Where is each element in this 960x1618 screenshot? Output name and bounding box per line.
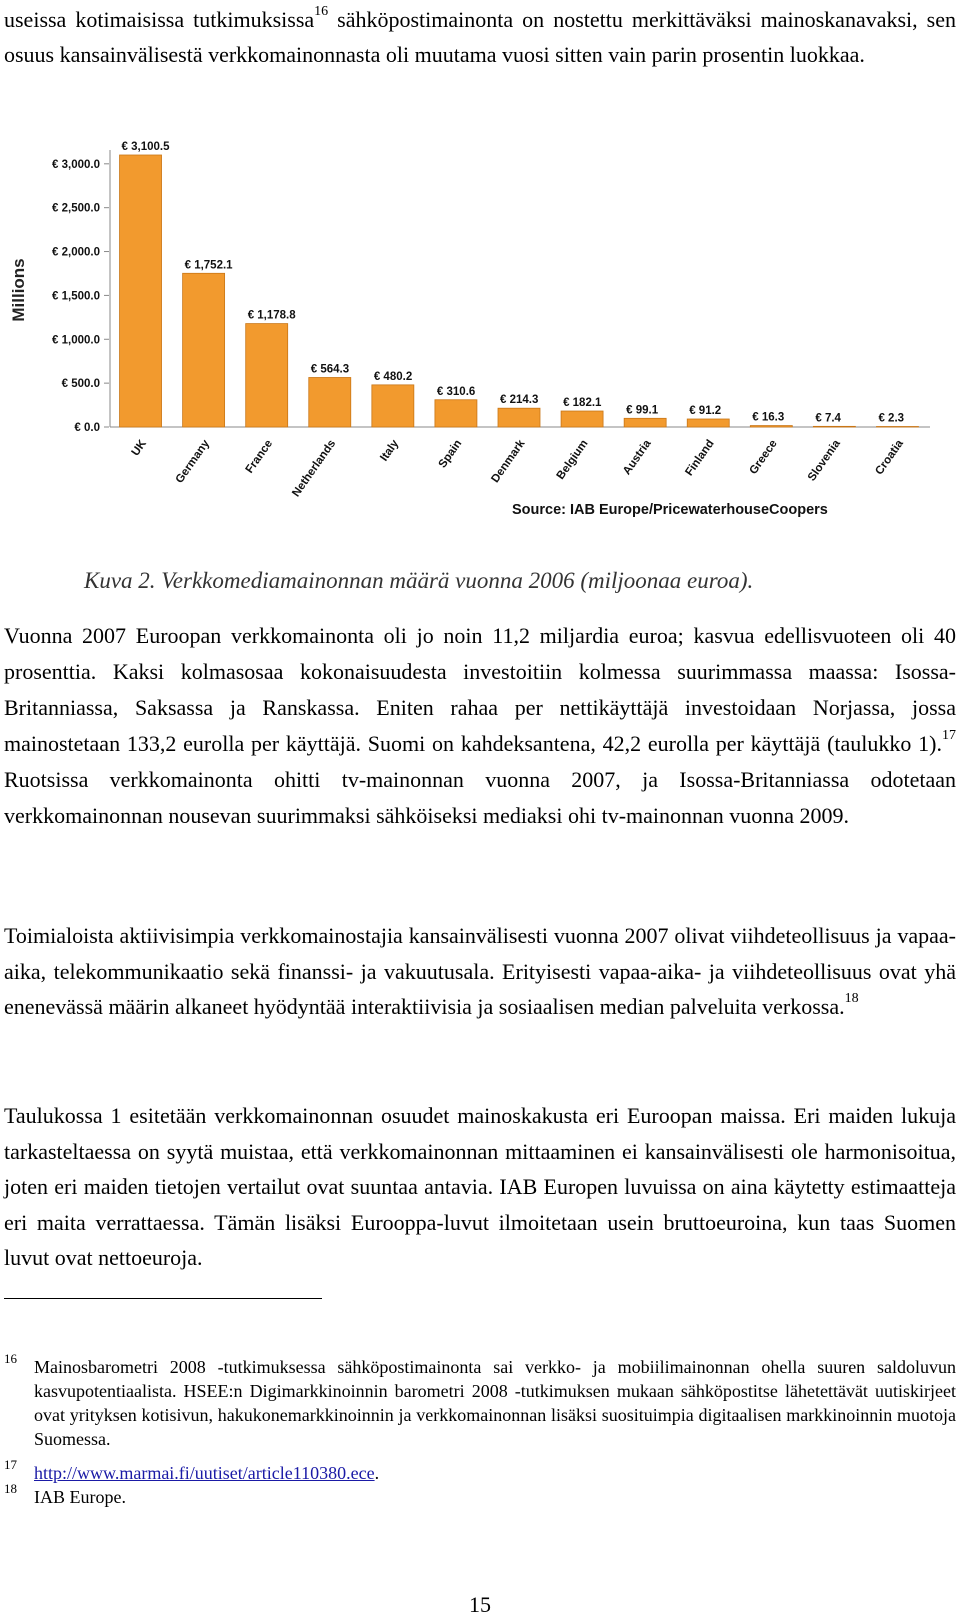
bar-value-label: € 214.3: [500, 394, 539, 407]
bar-value-label: € 2.3: [878, 412, 905, 425]
y-tick-label: € 500.0: [61, 378, 100, 391]
y-tick-label: € 0.0: [74, 422, 100, 434]
footnote-17: [4, 1457, 956, 1485]
bar-value-label: € 16.3: [752, 411, 785, 424]
x-tick-label: Spain: [436, 437, 465, 471]
x-tick-label: Finland: [683, 437, 717, 479]
bar-value-label: € 1,752.1: [184, 259, 233, 272]
bar: [498, 408, 540, 427]
bar-value-label: € 99.1: [626, 404, 659, 417]
bar: [561, 411, 603, 427]
footnote-period: .: [374, 1463, 380, 1483]
footnote-text: [4, 1461, 956, 1485]
bar: [876, 427, 918, 428]
bar-value-label: € 310.6: [436, 385, 476, 398]
bar-value-label: € 91.2: [689, 404, 722, 417]
x-tick-label: Croatia: [873, 437, 906, 478]
intro-paragraph: [4, 2, 956, 72]
footnote-link[interactable]: http://www.marmai.fi/uutiset/article110380.ece: [34, 1463, 375, 1483]
bar-value-label: € 1,178.8: [247, 309, 296, 322]
x-tick-label: Germany: [173, 437, 213, 486]
page-number: 15: [469, 1592, 491, 1617]
x-tick-label: Slovenia: [805, 437, 843, 484]
bar-value-label: € 7.4: [815, 412, 841, 425]
bar-value-label: € 3,100.5: [121, 141, 170, 153]
footnote-ref-17[interactable]: 17: [942, 728, 956, 743]
bar-chart: [0, 141, 960, 540]
bar: [750, 426, 792, 427]
footnote-number: 18: [4, 1481, 17, 1496]
paragraph-2: [4, 918, 956, 1025]
bar: [183, 273, 225, 427]
bar: [624, 418, 666, 427]
x-tick-label: Netherlands: [290, 437, 339, 500]
x-tick-label: Belgium: [554, 437, 591, 482]
paragraph-1-text-2: Ruotsissa verkkomainonta ohitti tv-mainonnan vuonna 2007, ja Isossa-Britanniassa odotetaan verkkomainonnan nousevan suurimmaksi sähköiseksi mediaksi ohi tv-mainonnan vuonna 2009.: [4, 767, 956, 828]
bar: [435, 400, 477, 427]
footnote-text: Mainosbarometri 2008 -tutkimuksessa sähköpostimainonta sai verkko- ja mobiilimainonnan ohella suuren saldoluvun kasvupotentiaalista. HSEE:n Digimarkkinoinnin barometri 2008 -tutkimuksen mukaan sähköpostitse lähetettävät uutiskirjeet ovat yrityksen kotisivun, hakukonemarkkinoinnin ja verkkomainonnan lisäksi suosituimpia digitaalisen markkinoinnin muotoja Suomessa.: [34, 1357, 956, 1449]
bar: [309, 377, 351, 427]
x-tick-label: Denmark: [489, 437, 528, 486]
y-tick-label: € 1,000.0: [52, 334, 100, 347]
x-tick-label: Italy: [378, 437, 402, 464]
bar-value-label: € 182.1: [563, 397, 602, 410]
footnote-ref-18[interactable]: 18: [844, 991, 859, 1006]
bar: [813, 426, 855, 427]
y-tick-label: € 2,000.0: [52, 246, 100, 259]
footnote-ref-16[interactable]: 16: [314, 4, 329, 19]
x-tick-label: UK: [129, 437, 149, 459]
paragraph-1-text-1: Vuonna 2007 Euroopan verkkomainonta oli jo noin 11,2 miljardia euroa; kasvua edellisvuoteen oli 40 prosenttia. Kaksi kolmasosaa kokonaisuudesta investoitiin kolmessa suurimmassa maassa: Isossa-Britanniassa, Saksassa ja Ranskassa. Eniten rahaa per nettikäyttäjä investoidaan Norjassa, jossa mainostetaan 133,2 eurolla per käyttäjä. Suomi on kahdeksantena, 42,2 eurolla per käyttäjä (taulukko 1).: [4, 623, 956, 756]
x-tick-label: Austria: [621, 437, 654, 478]
y-tick-label: € 3,000.0: [52, 158, 100, 171]
figure-caption: Kuva 2. Verkkomediamainonnan määrä vuonna 2006 (miljoonaa euroa).: [84, 568, 754, 593]
footnote-separator: [4, 1298, 322, 1299]
intro-text-2: sähköpostimainonta on nostettu merkittäväksi mainoskanavaksi, sen osuus kansainvälisestä verkkomainonnasta oli muutama vuosi sitten vain parin prosentin luokkaa.: [4, 7, 956, 67]
y-tick-label: € 1,500.0: [52, 290, 100, 303]
paragraph-1: [4, 618, 956, 834]
bar: [372, 385, 414, 427]
bar: [246, 324, 288, 427]
paragraph-3: Taulukossa 1 esitetään verkkomainonnan osuudet mainoskakusta eri Euroopan maissa. Eri maiden lukuja tarkasteltaessa on syytä muistaa, että verkkomainonnan mittaaminen ei kansainvälisesti ole harmonisoitua, joten eri maiden tietojen vertailut ovat suuntaa antavia. IAB Europen luvuissa on aina käytetty estimaatteja eri maita verrattaessa. Tämän lisäksi Eurooppa-luvut ilmoitetaan usein bruttoeuroina, kun taas Suomen luvut ovat nettoeuroja.: [4, 1103, 956, 1270]
bar: [687, 419, 729, 427]
footnote-16: [4, 1351, 956, 1451]
footnote-number: 17: [4, 1457, 17, 1472]
footnote-18: [4, 1481, 956, 1509]
bar-value-label: € 480.2: [373, 370, 413, 383]
y-tick-label: € 2,500.0: [52, 202, 100, 215]
chart-source: Source: IAB Europe/PricewaterhouseCoopers: [512, 502, 828, 518]
bar: [120, 155, 162, 427]
footnote-text: IAB Europe.: [34, 1487, 126, 1507]
y-axis-label: Millions: [9, 258, 28, 322]
intro-text-1: useissa kotimaisissa tutkimuksissa: [4, 7, 315, 32]
x-tick-label: France: [243, 437, 276, 476]
x-tick-label: Greece: [747, 437, 780, 477]
paragraph-2-text: Toimialoista aktiivisimpia verkkomainostajia kansainvälisesti vuonna 2007 olivat viihdeteollisuus ja vapaa-aika, telekommunikaatio sekä finanssi- ja vakuutusala. Erityisesti vapaa-aika- ja viihdeteollisuus ovat yhä enenevässä määrin alkaneet hyödyntää interaktiivisia ja sosiaalisen median palveluita verkossa.: [4, 923, 956, 1019]
bar-value-label: € 564.3: [310, 363, 350, 376]
footnote-number: 16: [4, 1351, 17, 1366]
